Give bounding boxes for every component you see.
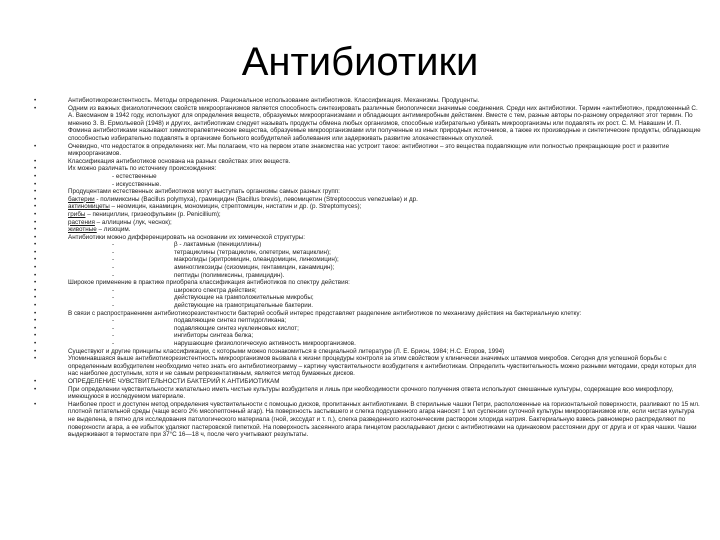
bullet-icon: • [34, 355, 37, 363]
body-paragraph [34, 181, 702, 189]
paragraph-text: При определении чувствительности желательно иметь чистые культуры возбудителя и лишь при необходимости срочного получения ответа используют смешанные культуры, содержащие всю микрофлору, имеющуюся в исследуемом материале. [68, 385, 674, 401]
bullet-icon: • [34, 248, 37, 256]
body-paragraph [34, 325, 702, 333]
tab-dash: - [112, 271, 115, 279]
body-paragraph [34, 378, 702, 386]
body-paragraph [34, 340, 702, 348]
paragraph-text: ОПРЕДЕЛЕНИЕ ЧУВСТВИТЕЛЬНОСТИ БАКТЕРИЙ К АНТИБИОТИКАМ [68, 377, 280, 385]
paragraph-text: действующие на грамположительные микробы; [174, 294, 314, 302]
body-paragraph [34, 302, 702, 310]
bullet-icon: • [34, 241, 37, 249]
slide-title: Антибиотики [241, 40, 479, 84]
bullet-icon: • [34, 195, 37, 203]
bullet-icon: • [34, 203, 37, 211]
body-paragraph [34, 264, 702, 272]
body-paragraph [34, 386, 702, 401]
tab-dash: - [112, 332, 115, 340]
body-paragraph [34, 287, 702, 295]
body-paragraph [34, 211, 702, 219]
tab-dash: - [112, 340, 115, 347]
bullet-icon: • [34, 264, 37, 272]
bullet-icon: • [34, 165, 37, 173]
bullet-icon: • [34, 157, 37, 165]
paragraph-text: – аллицины (лук, чеснок); [94, 218, 172, 226]
bullet-icon: • [34, 377, 37, 385]
bullet-icon: • [34, 400, 37, 408]
paragraph-text: широкого спектра действия; [174, 286, 257, 294]
tab-dash: - [112, 324, 115, 332]
bullet-icon: • [34, 302, 37, 310]
body-paragraph [34, 249, 702, 257]
paragraph-text: аминогликозиды (сизомицин, гентамицин, канамицин); [174, 264, 335, 272]
body-paragraph [34, 401, 702, 439]
tab-dash: - [112, 241, 115, 249]
paragraph-text: действующие на грамотрицательные бактерии. [174, 302, 314, 310]
bullet-icon: • [34, 104, 37, 112]
bullet-icon: • [34, 188, 37, 196]
paragraph-text: Упоминавшаяся выше антибиотикорезистентность микроорганизмов вызвала к жизни процедуры контроля за этим свойством у клинически значимых штаммов микробов. Сегодня для успешной борьбы с определенным возбудителем необходимо четко знать его антибиотикограмму – картину чувствительности возбудителя к антибиотикам. Определить чувствительность можно разными методами, среди которых для нас наиболее доступным, хотя и не самым репрезентативным, является метод бумажных дисков. [68, 355, 696, 378]
body-paragraph [34, 317, 702, 325]
bullet-icon: • [34, 286, 37, 294]
paragraph-text: нарушающие физиологическую активность микроорганизмов. [174, 340, 356, 347]
producer-group-label: бактерии [68, 195, 95, 203]
paragraph-text: – лизоцим. [96, 226, 131, 234]
tab-dash: - [112, 256, 115, 264]
paragraph-text: Существуют и другие принципы классификации, с которыми можно познакомиться в специальной литературе (Л. Е. Брион, 1984; Н.С. Егоров, 1994) [68, 347, 505, 355]
producer-group-label: растения [68, 218, 95, 226]
body-paragraph [34, 97, 702, 105]
body-paragraph [34, 241, 702, 249]
producer-group-label: животные [68, 226, 97, 234]
bullet-icon: • [34, 309, 37, 317]
bullet-icon: • [34, 142, 37, 150]
bullet-icon: • [34, 385, 37, 393]
paragraph-text: - искусственные. [112, 180, 162, 188]
tab-dash: - [112, 317, 115, 325]
bullet-icon: • [34, 317, 37, 325]
body-paragraph [34, 203, 702, 211]
body-paragraph [34, 165, 702, 173]
paragraph-text: Их можно различать по источнику происхождения: [68, 165, 217, 173]
body-paragraph [34, 294, 702, 302]
body-paragraph [34, 105, 702, 143]
tab-dash: - [112, 264, 115, 272]
paragraph-text: подавляющие синтез нуклеиновых кислот; [174, 324, 299, 332]
paragraph-text: Одним из важных физиологических свойств микроорганизмов является способность синтезировать различные биологически значимые соединения. Среди них антибиотики. Термин «антибиотик», предложенный С. А. Ваксманом в 1942 году, используют для определения веществ, образуемых микроорганизмами и обладающих антимикробным действием. Вместе с тем, разные авторы по-разному определяют этот термин. По мнению З. В. Ермольевой (1948) и других, антибиотикам следует называть продукты обмена любых организмов, способные избирательно убивать микроорганизмы или подавлять их рост. С. М. Навашин И. П. Фомина антибиотиками называют химиотерапевтические вещества, образуемые микроорганизмами или полученные из иных природных источников, а также их производные и синтетические продукты, обладающие способностью избирательно подавлять в организме больного возбудителей заболевания или задерживать развитие злокачественных опухолей. [68, 104, 701, 142]
bullet-icon: • [34, 97, 37, 104]
body-text [34, 97, 702, 439]
bullet-icon: • [34, 332, 37, 340]
paragraph-text: – неомицин, канамицин, мономицин, стрептомицин, нистатин и др. (р. Streptomyces); [109, 203, 362, 211]
paragraph-text: пептиды (полимиксины, грамицидин). [174, 271, 285, 279]
paragraph-text: β - лактамные (пенициллины) [174, 241, 262, 249]
paragraph-text: - естественные [112, 172, 157, 180]
paragraph-text: Наиболее прост и доступен метод определения чувствительности с помощью дисков, пропитанных антибиотиками. В стерильные чашки Петри, расположенные на горизонтальной поверхности, разливают по 15 мл. плотной питательной среды (чаще всего 2% мясопептонный агар). На поверхность застывшего и слегка подсушенного агара наносят 1 мл суспензии суточной культуры микроорганизмов или, если чистая культура не выделена, в пятно для исследования патологического материала (гной, экссудат и т. п.), слегка разведенного изотоническим раствором хлорида натрия. Бактериальную взвесь равномерно распределяют по поверхности агара, а ее избыток удаляют пастеровской пипеткой. На поверхность засеянного агара пинцетом раскладывают диски с антибиотиками на одинаковом расстоянии друг от друга и от края чашки. Чашки выдерживают в термостате при 37°С 16—18 ч, после чего учитывают результаты. [68, 400, 700, 439]
paragraph-text: – пенициллин, гризеофульвин (р. Penicillium); [85, 210, 221, 218]
bullet-icon: • [34, 226, 37, 234]
paragraph-text: В связи с распространением антибиотикорезистентности бактерий особый интерес представляет разделение антибиотиков по механизму действия на бактериальную клетку: [68, 309, 582, 317]
bullet-icon: • [34, 279, 37, 287]
bullet-icon: • [34, 347, 37, 355]
bullet-icon: • [34, 340, 37, 347]
body-paragraph [34, 355, 702, 378]
paragraph-text: Очевидно, что недостаток в определениях нет. Мы полагаем, что на первом этапе знакомства нас устроит такое: антибиотики – это вещества подавляющие или полностью прекращающие рост и развитие микроорганизмов. [68, 142, 670, 158]
body-paragraph [34, 143, 702, 158]
body-paragraph [34, 234, 702, 242]
paragraph-text: Продуцентами естественных антибиотиков могут выступать организмы самых разных групп: [68, 188, 340, 196]
bullet-icon: • [34, 233, 37, 241]
body-paragraph [34, 188, 702, 196]
body-paragraph [34, 219, 702, 227]
bullet-icon: • [34, 180, 37, 188]
bullet-icon: • [34, 256, 37, 264]
body-paragraph [34, 158, 702, 166]
body-paragraph [34, 256, 702, 264]
body-paragraph [34, 310, 702, 318]
body-paragraph [34, 226, 702, 234]
tab-dash: - [112, 248, 115, 256]
tab-dash: - [112, 302, 115, 310]
body-paragraph [34, 173, 702, 181]
paragraph-text: макролиды (эритромицин, олеандомицин, линкомицин); [174, 256, 339, 264]
producer-group-label: актиномицеты [68, 203, 110, 211]
tab-dash: - [112, 294, 115, 302]
paragraph-text: подавляющие синтез пептидогликана; [174, 317, 287, 325]
tab-dash: - [112, 286, 115, 294]
bullet-icon: • [34, 210, 37, 218]
paragraph-text: Антибиотики можно дифференцировать на основании их химической структуры: [68, 233, 306, 241]
paragraph-text: Широкое применение в практике приобрела классификация антибиотиков по спектру действия: [68, 279, 350, 287]
paragraph-text: Классификация антибиотиков основана на разных свойствах этих веществ. [68, 157, 291, 165]
bullet-icon: • [34, 172, 37, 180]
bullet-icon: • [34, 324, 37, 332]
bullet-icon: • [34, 271, 37, 279]
paragraph-text: ингибиторы синтеза белка; [174, 332, 254, 340]
body-paragraph [34, 196, 702, 204]
paragraph-text: - полимиксины (Bacillus polymyxa), грамицидин (Bacillus brevis), левомицетин (Streptococcus venezuelae) и др. [94, 195, 418, 203]
body-paragraph [34, 332, 702, 340]
paragraph-text: тетрациклины (тетрациклин, олететрин, метациклин); [174, 248, 331, 256]
bullet-icon: • [34, 294, 37, 302]
bullet-icon: • [34, 218, 37, 226]
paragraph-text: Антибиотикорезистентность. Методы определения. Рациональное использование антибиотиков. Классификация. Механизмы. Продуценты. [68, 97, 480, 104]
producer-group-label: грибы [68, 210, 86, 218]
body-paragraph [34, 279, 702, 287]
